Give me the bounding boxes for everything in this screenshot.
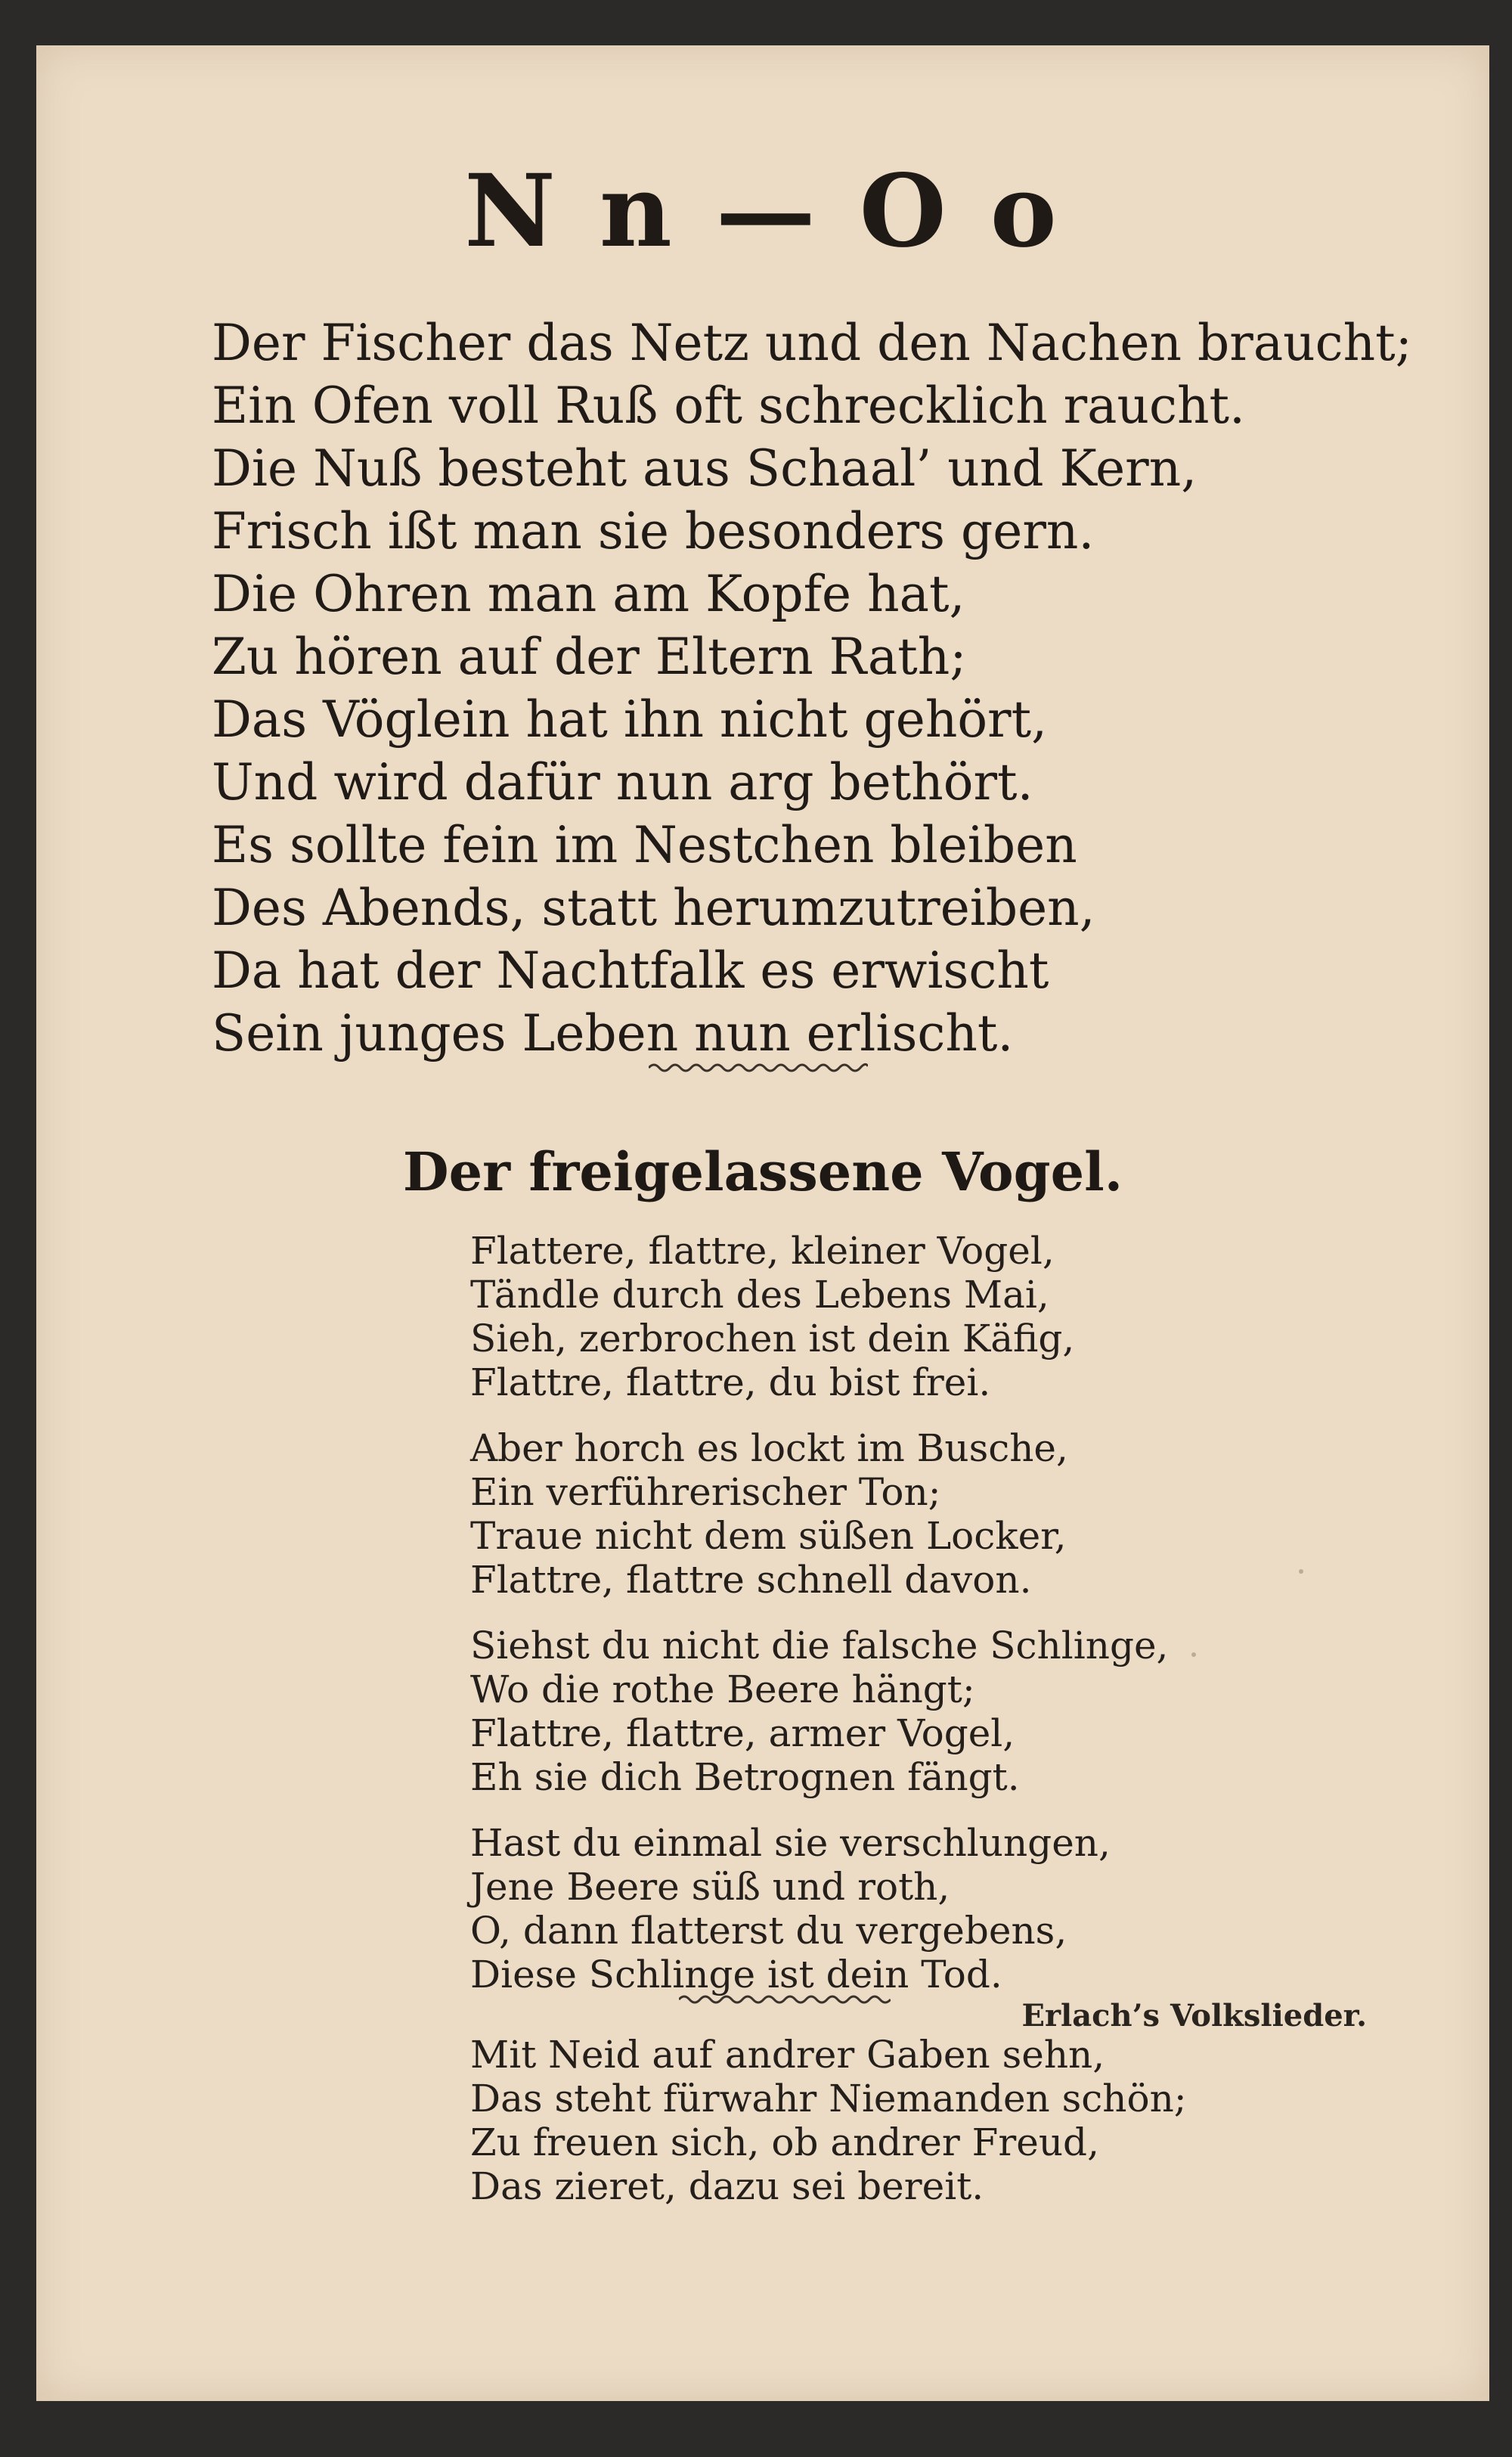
- stanza-line: Flattre, flattre schnell davon.: [470, 1558, 1032, 1602]
- closing-verse-line: Mit Neid auf andrer Gaben sehn,: [470, 2033, 1105, 2077]
- main-poem-line: Und wird dafür nun arg bethört.: [212, 753, 1033, 811]
- book-page: [36, 45, 1489, 2401]
- stanza-3: [470, 1624, 1377, 1799]
- stanza-line: Wo die rothe Beere hängt;: [470, 1667, 975, 1711]
- paper-speck: [1191, 1652, 1196, 1657]
- main-poem-line: Des Abends, statt herumzutreiben,: [212, 879, 1095, 937]
- attribution: Erlach’s Volkslieder.: [1021, 1998, 1367, 2034]
- closing-verse-line: Zu freuen sich, ob andrer Freud,: [470, 2120, 1099, 2164]
- main-poem-line: Die Nuß besteht aus Schaal’ und Kern,: [212, 439, 1198, 498]
- stanza-line: Aber horch es lockt im Busche,: [470, 1426, 1068, 1470]
- stanza-line: Eh sie dich Betrognen fängt.: [470, 1755, 1020, 1799]
- paper-speck: [1299, 1569, 1303, 1574]
- stanza-4: [470, 1821, 1377, 1996]
- stanza-1: [470, 1229, 1377, 1404]
- stanza-2: [470, 1426, 1377, 1602]
- stanza-line: Tändle durch des Lebens Mai,: [470, 1273, 1049, 1317]
- main-poem-line: Ein Ofen voll Ruß oft schrecklich raucht.: [212, 377, 1245, 435]
- wavy-divider: [649, 1059, 868, 1077]
- main-poem-line: Der Fischer das Netz und den Nachen braucht;: [212, 314, 1412, 372]
- main-poem-line: Das Vöglein hat ihn nicht gehört,: [212, 690, 1048, 749]
- poem-title: Der freigelassene Vogel.: [402, 1140, 1123, 1203]
- stanza-line: Jene Beere süß und roth,: [470, 1865, 950, 1909]
- stanza-line: O, dann flatterst du vergebens,: [470, 1909, 1067, 1953]
- page-heading: N n — O o: [464, 153, 1061, 270]
- stanza-line: Hast du einmal sie verschlungen,: [470, 1821, 1111, 1865]
- stanza-line: Flattre, flattre, armer Vogel,: [470, 1711, 1015, 1755]
- closing-verse: [470, 2033, 1453, 2208]
- main-poem-line: Zu hören auf der Eltern Rath;: [212, 628, 967, 686]
- wavy-divider: [679, 1990, 891, 2009]
- main-poem-line: Es sollte fein im Nestchen bleiben: [212, 816, 1077, 874]
- stanza-line: Traue nicht dem süßen Locker,: [470, 1514, 1067, 1558]
- stanza-line: Diese Schlinge ist dein Tod.: [470, 1953, 1002, 1996]
- main-poem-line: Sein junges Leben nun erlischt.: [212, 1004, 1014, 1063]
- stanza-line: Flattere, flattre, kleiner Vogel,: [470, 1229, 1055, 1273]
- main-poem-line: Frisch ißt man sie besonders gern.: [212, 502, 1095, 560]
- stanza-line: Ein verführerischer Ton;: [470, 1470, 941, 1514]
- main-poem-line: Die Ohren man am Kopfe hat,: [212, 565, 965, 623]
- stanza-line: Flattre, flattre, du bist frei.: [470, 1360, 991, 1404]
- stanza-line: Sieh, zerbrochen ist dein Käfig,: [470, 1317, 1075, 1360]
- main-poem: [212, 312, 1412, 1065]
- closing-verse-line: Das zieret, dazu sei bereit.: [470, 2164, 984, 2208]
- stanza-line: Siehst du nicht die falsche Schlinge,: [470, 1624, 1169, 1667]
- main-poem-line: Da hat der Nachtfalk es erwischt: [212, 942, 1049, 1000]
- closing-verse-line: Das steht fürwahr Niemanden schön;: [470, 2077, 1187, 2120]
